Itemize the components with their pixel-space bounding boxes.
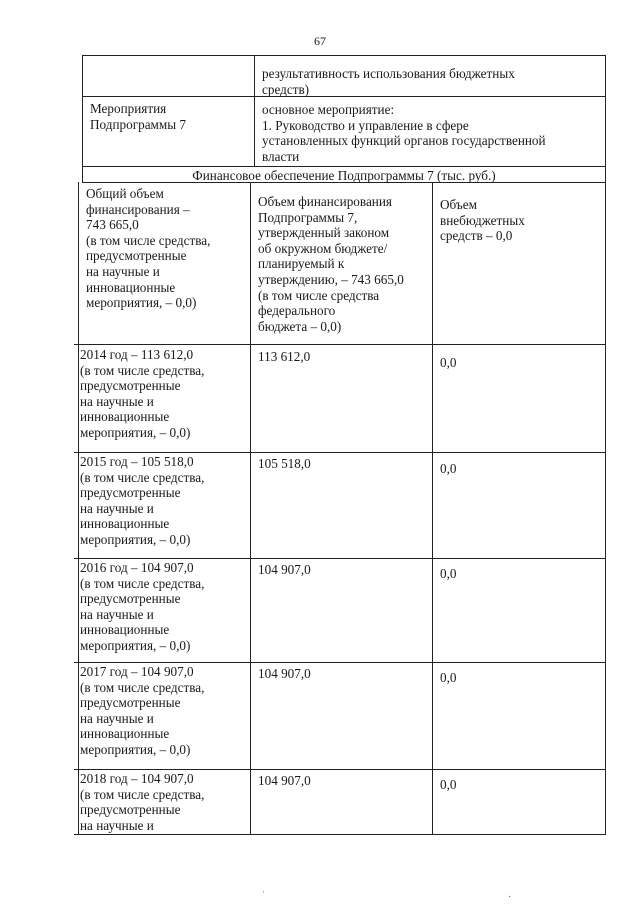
year-2018-offbudget: 0,0 (440, 777, 457, 792)
year-2015-offbudget: 0,0 (440, 461, 457, 476)
table-border-left-lower (78, 182, 79, 835)
head-total: Общий объем финансирования – 743 665,0 (в том числе средства, предусмотренные на научные и инновационные мероприятия, – 0,0) (86, 186, 211, 311)
year-2015-total: 2015 год – 105 518,0 (в том числе средства, предусмотренные на научные и инновационные мероприятия, – 0,0) (80, 454, 205, 547)
table-border-row2 (82, 166, 606, 167)
goal-continuation: результативность использования бюджетных средств) (262, 66, 515, 97)
table-border-year-2016 (74, 558, 606, 559)
year-2015-budget: 105 518,0 (258, 456, 311, 471)
table-border-left-upper (82, 55, 83, 183)
table-border-col3 (432, 182, 433, 835)
year-2016-total: 2016 год – 104 907,0 (в том числе средства, предусмотренные на научные и инновационные мероприятия, – 0,0) (80, 560, 205, 653)
year-2014-total: 2014 год – 113 612,0 (в том числе средства, предусмотренные на научные и инновационные мероприятия, – 0,0) (80, 347, 205, 440)
scan-speck-right: · (508, 892, 512, 903)
events-label: Мероприятия Подпрограммы 7 (90, 101, 186, 132)
year-2017-budget: 104 907,0 (258, 666, 311, 681)
table-border-mid-upper (254, 55, 255, 167)
year-2016-offbudget: 0,0 (440, 566, 457, 581)
year-2018-total: 2018 год – 104 907,0 (в том числе средства, предусмотренные на научные и (80, 771, 205, 833)
year-2017-offbudget: 0,0 (440, 670, 457, 685)
finance-title: Финансовое обеспечение Подпрограммы 7 (тыс. руб.) (192, 168, 496, 183)
table-border-bottom (74, 834, 606, 835)
head-budget: Объем финансирования Подпрограммы 7, утвержденный законом об окружном бюджете/ планируемый к утверждению, – 743 665,0 (в том числе средства федерального бюджета – 0,0) (258, 194, 404, 334)
year-2014-budget: 113 612,0 (258, 349, 311, 364)
scan-speck-left: ˈ (262, 890, 266, 901)
year-2018-budget: 104 907,0 (258, 773, 311, 788)
head-offbudget: Объем внебюджетных средств – 0,0 (440, 197, 525, 244)
table-border-col2 (250, 182, 251, 835)
page-number: 67 (314, 34, 326, 48)
table-border-top (82, 55, 606, 56)
table-border-year-2017 (74, 662, 606, 663)
table-border-year-2014 (74, 344, 606, 345)
year-2014-offbudget: 0,0 (440, 355, 457, 370)
year-2017-total: 2017 год – 104 907,0 (в том числе средства, предусмотренные на научные и инновационные мероприятия, – 0,0) (80, 664, 205, 757)
table-border-year-2018 (74, 769, 606, 770)
table-border-year-2015 (74, 452, 606, 453)
events-value: основное мероприятие: 1. Руководство и управление в сфере установленных функций органов государственной власти (262, 102, 546, 164)
year-2016-budget: 104 907,0 (258, 562, 311, 577)
